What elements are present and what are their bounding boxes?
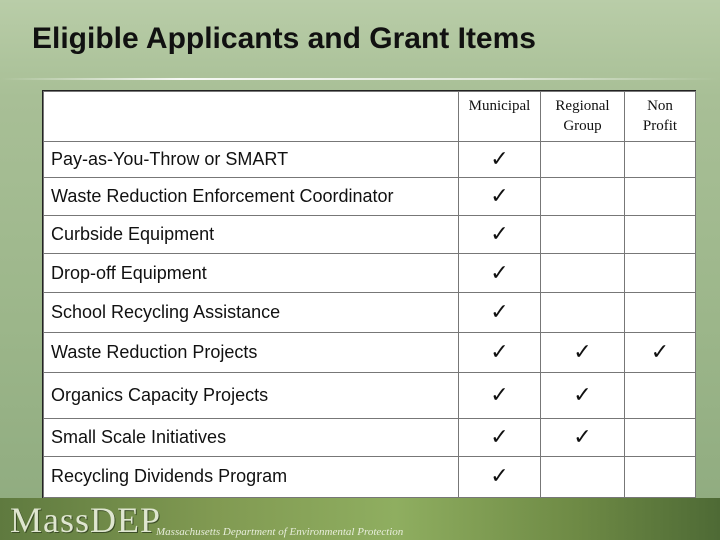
eligibility-cell-nonprofit: [625, 372, 696, 418]
eligibility-cell-nonprofit: [625, 142, 696, 178]
eligibility-cell-regional: [541, 142, 625, 178]
eligibility-table-container: [42, 90, 696, 499]
checkmark-icon: ✓: [490, 424, 509, 450]
grant-item-label: School Recycling Assistance: [44, 293, 459, 332]
grant-item-label: Pay-as-You-Throw or SMART: [44, 142, 459, 178]
eligibility-cell-nonprofit: [625, 293, 696, 332]
table-row: [44, 293, 696, 332]
eligibility-cell-regional: [541, 178, 625, 216]
eligibility-cell-nonprofit: [625, 456, 696, 497]
table-row: [44, 456, 696, 497]
eligibility-cell-regional: [541, 254, 625, 293]
grant-item-label: Drop-off Equipment: [44, 254, 459, 293]
checkmark-icon: ✓: [490, 464, 509, 490]
header-row: [44, 92, 696, 142]
slide-title: Eligible Applicants and Grant Items: [32, 22, 536, 55]
eligibility-cell-municipal: [459, 178, 541, 216]
header-regional-group: Regional Group: [541, 92, 625, 142]
checkmark-icon: ✓: [490, 147, 509, 173]
eligibility-cell-municipal: [459, 142, 541, 178]
eligibility-cell-municipal: [459, 254, 541, 293]
eligibility-cell-nonprofit: [625, 178, 696, 216]
checkmark-icon: ✓: [490, 339, 509, 365]
table-row: [44, 216, 696, 254]
eligibility-cell-municipal: [459, 216, 541, 254]
checkmark-icon: ✓: [490, 184, 509, 210]
header-blank-cell: [44, 92, 459, 142]
table-row: [44, 418, 696, 456]
table-row: [44, 332, 696, 372]
title-divider: [0, 78, 720, 80]
grant-item-label: Recycling Dividends Program: [44, 456, 459, 497]
eligibility-cell-regional: [541, 456, 625, 497]
eligibility-cell-nonprofit: [625, 332, 696, 372]
eligibility-cell-municipal: [459, 456, 541, 497]
eligibility-cell-nonprofit: [625, 254, 696, 293]
grant-item-label: Organics Capacity Projects: [44, 372, 459, 418]
grant-item-label: Waste Reduction Projects: [44, 332, 459, 372]
grant-item-label: Curbside Equipment: [44, 216, 459, 254]
massdep-logo: MassDEP: [10, 500, 162, 540]
eligibility-cell-regional: [541, 418, 625, 456]
grant-item-label: Small Scale Initiatives: [44, 418, 459, 456]
eligibility-cell-municipal: [459, 293, 541, 332]
checkmark-icon: ✓: [573, 382, 592, 408]
eligibility-cell-regional: [541, 293, 625, 332]
eligibility-cell-municipal: [459, 332, 541, 372]
checkmark-icon: ✓: [573, 424, 592, 450]
eligibility-cell-municipal: [459, 418, 541, 456]
checkmark-icon: ✓: [490, 260, 509, 286]
checkmark-icon: ✓: [490, 300, 509, 326]
eligibility-cell-nonprofit: [625, 418, 696, 456]
header-non-profit: Non Profit: [625, 92, 696, 142]
department-name: Massachusetts Department of Environmental Protection: [156, 526, 404, 538]
eligibility-cell-regional: [541, 332, 625, 372]
table-row: [44, 178, 696, 216]
table-row: [44, 372, 696, 418]
table-row: [44, 142, 696, 178]
eligibility-table: [43, 91, 696, 498]
grant-item-label: Waste Reduction Enforcement Coordinator: [44, 178, 459, 216]
eligibility-cell-municipal: [459, 372, 541, 418]
eligibility-cell-nonprofit: [625, 216, 696, 254]
eligibility-cell-regional: [541, 216, 625, 254]
table-row: [44, 254, 696, 293]
eligibility-cell-regional: [541, 372, 625, 418]
header-municipal: Municipal: [459, 92, 541, 142]
checkmark-icon: ✓: [573, 339, 592, 365]
checkmark-icon: ✓: [490, 222, 509, 248]
checkmark-icon: ✓: [490, 382, 509, 408]
checkmark-icon: ✓: [650, 339, 670, 365]
